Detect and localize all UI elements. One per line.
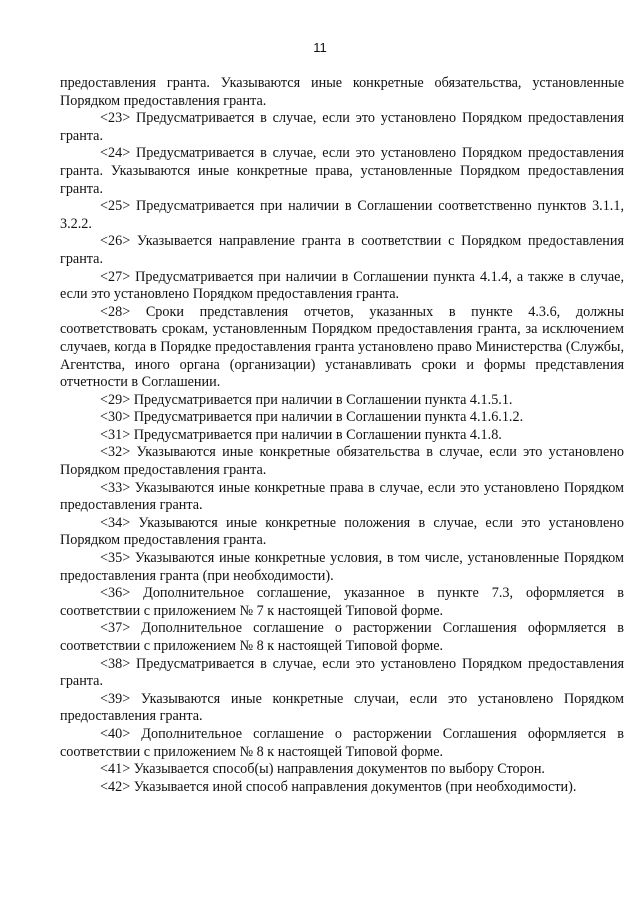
page-number: 11 — [313, 40, 327, 55]
footnote-24: <24> Предусматривается в случае, если это установлено Порядком предоставления гранта. Указываются иные конкретные права, установленные Порядком предоставления гранта. — [60, 145, 624, 197]
footnote-33: <33> Указываются иные конкретные права в случае, если это установлено Порядком предоставления гранта. — [60, 479, 624, 514]
footnote-30: <30> Предусматривается при наличии в Соглашении пункта 4.1.6.1.2. — [100, 409, 524, 426]
footnote-35: <35> Указываются иные конкретные условия, в том числе, установленные Порядком предоставления гранта (при необходимости). — [60, 550, 624, 584]
footnote-39: <39> Указываются иные конкретные случаи, если это установлено Порядком предоставления гранта. — [60, 690, 624, 725]
footnote-40: <40> Дополнительное соглашение о расторжении Соглашения оформляется в соответствии с приложением № 8 к настоящей Типовой форме. — [60, 725, 624, 760]
footnote-28: <28> Сроки представления отчетов, указанных в пункте 4.3.6, должны соответствовать срокам, установленным Порядком предоставления гранта, за исключением случаев, когда в Порядке предоставления гранта установлено право Министерства (Службы, Агентства, иного органа (организации) устанавливать сроки и формы представления отчетности в Соглашении. — [60, 303, 624, 391]
footnote-41: <41> Указывается способ(ы) направления документов по выбору Сторон. — [100, 761, 545, 778]
footnote-32: <32> Указываются иные конкретные обязательства в случае, если это установлено Порядком предоставления гранта. — [60, 444, 624, 479]
footnote-38: <38> Предусматривается в случае, если это установлено Порядком предоставления гранта. — [60, 655, 624, 690]
footnote-25: <25> Предусматривается при наличии в Соглашении соответственно пунктов 3.1.1, 3.2.2. — [60, 198, 624, 232]
footnote-23: <23> Предусматривается в случае, если это установлено Порядком предоставления гранта. — [60, 110, 624, 144]
footnote-42: <42> Указывается иной способ направления документов (при необходимости). — [100, 778, 577, 795]
footnote-26: <26> Указывается направление гранта в соответствии с Порядком предоставления гранта. — [60, 233, 624, 267]
footnote-34: <34> Указываются иные конкретные положения в случае, если это установлено Порядком предоставления гранта. — [60, 514, 624, 549]
footnote-continuation: предоставления гранта. Указываются иные конкретные обязательства, установленные Порядком предоставления гранта. — [60, 75, 624, 109]
footnotes-body — [60, 75, 624, 796]
footnote-27: <27> Предусматривается при наличии в Соглашении пункта 4.1.4, а также в случае, если это установлено Порядком предоставления гранта. — [60, 268, 624, 303]
footnote-37: <37> Дополнительное соглашение о расторжении Соглашения оформляется в соответствии с приложением № 8 к настоящей Типовой форме. — [60, 620, 624, 654]
footnote-36: <36> Дополнительное соглашение, указанное в пункте 7.3, оформляется в соответствии с приложением № 7 к настоящей Типовой форме. — [60, 585, 624, 619]
footnote-31: <31> Предусматривается при наличии в Соглашении пункта 4.1.8. — [100, 426, 502, 443]
footnote-29: <29> Предусматривается при наличии в Соглашении пункта 4.1.5.1. — [100, 391, 513, 408]
